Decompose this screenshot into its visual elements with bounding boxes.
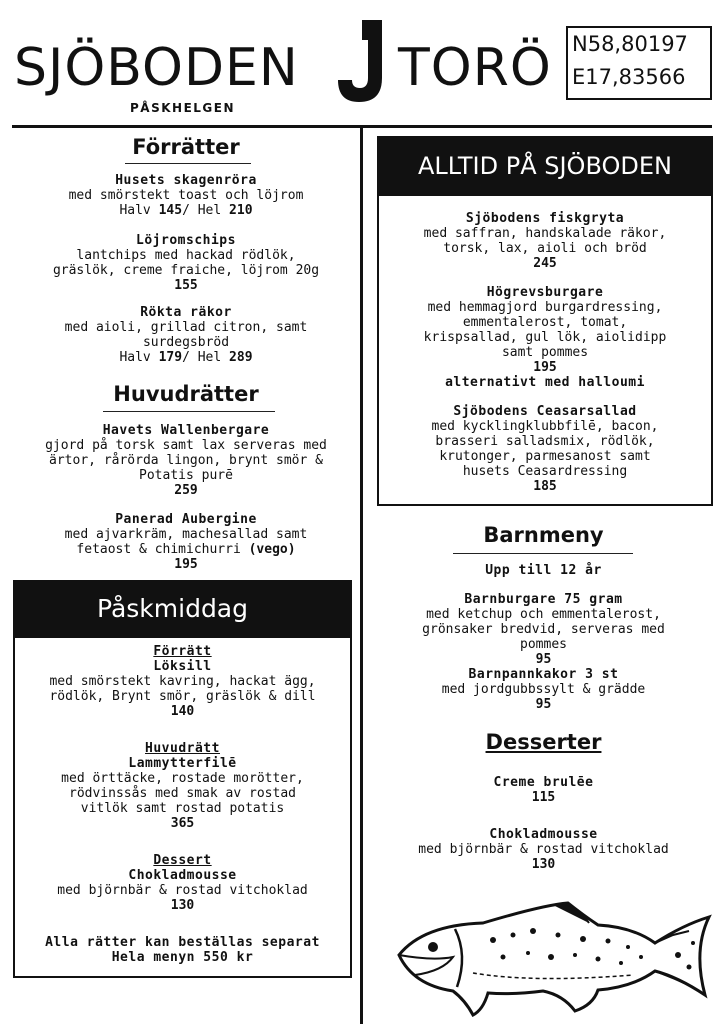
easter-price-note: Hela menyn 550 kr xyxy=(111,950,254,965)
item-desc: samt pommes xyxy=(501,345,589,360)
mains-title: Huvudrätter xyxy=(113,382,259,406)
item-desc: med ketchup och emmentalerost, xyxy=(426,607,661,622)
item-desc: grönsaker bredvid, serveras med xyxy=(422,622,665,637)
easter-dinner-title: Påskmiddag xyxy=(15,582,350,638)
always-content xyxy=(377,211,713,494)
item-price-line: Halv 145/ Hel 210 xyxy=(119,203,253,218)
item-name: Chokladmousse xyxy=(128,868,237,883)
item-price: 95 xyxy=(535,697,552,712)
item-desc: med björnbär & rostad vitchoklad xyxy=(418,842,669,857)
item-desc: pommes xyxy=(520,637,567,652)
item-desc: fetaost & chimichurri (vego) xyxy=(76,542,296,557)
item-name: Rökta räkor xyxy=(140,305,232,320)
easter-note: Alla rätter kan beställas separat xyxy=(45,935,320,950)
longitude: E17,83566 xyxy=(572,65,686,89)
mains-underline xyxy=(103,411,275,412)
course-label: Huvudrätt xyxy=(145,741,220,756)
item-price: 95 xyxy=(535,652,552,667)
course-label: Förrätt xyxy=(153,644,212,659)
item-desc: med kycklingklubbfilē, bacon, xyxy=(431,419,659,434)
kids-underline xyxy=(453,553,633,554)
item-name: Creme brulēe xyxy=(493,775,594,790)
item-desc: gräslök, creme fraiche, löjrom 20g xyxy=(52,263,320,278)
item-price: 245 xyxy=(533,256,557,271)
item-desc: med jordgubbssylt & grädde xyxy=(441,682,646,697)
item-name: Barnburgare 75 gram xyxy=(464,592,623,607)
item-name: Löksill xyxy=(153,659,212,674)
starters-section xyxy=(0,135,372,159)
brand-name: SJÖBODEN xyxy=(14,38,299,98)
brand-location: TORÖ xyxy=(398,38,552,98)
item-name: Havets Wallenbergare xyxy=(102,423,270,438)
menu-item xyxy=(0,512,372,572)
item-desc: med ajvarkräm, machesallad samt xyxy=(64,527,308,542)
item-desc: gjord på torsk samt lax serveras med xyxy=(45,438,327,453)
menu-item xyxy=(0,305,372,365)
coordinates-box xyxy=(566,26,712,100)
item-desc: Potatis purē xyxy=(139,468,233,483)
item-desc: lantchips med hackad rödlök, xyxy=(76,248,296,263)
item-desc: surdegsbröd xyxy=(142,335,230,350)
mains-section xyxy=(0,382,372,406)
item-desc: med örttäcke, rostade morötter, xyxy=(61,771,304,786)
kids-subtitle: Upp till 12 år xyxy=(485,563,602,578)
item-desc: rödlök, Brynt smör, gräslök & dill xyxy=(49,689,316,704)
desserts-content xyxy=(363,775,724,872)
item-name: Chokladmousse xyxy=(489,827,598,842)
item-desc: vitlök samt rostad potatis xyxy=(80,801,285,816)
menu-item xyxy=(0,423,372,498)
kids-section xyxy=(363,523,724,547)
item-name: Högrevsburgare xyxy=(486,285,604,300)
desserts-section xyxy=(363,730,724,754)
item-desc: med saffran, handskalade räkor, xyxy=(423,226,667,241)
item-desc: brasseri salladsmix, rödlök, xyxy=(435,434,655,449)
item-price: 130 xyxy=(531,857,556,872)
course-label: Dessert xyxy=(153,853,212,868)
item-name: Barnpannkakor 3 st xyxy=(468,667,619,682)
item-price: 195 xyxy=(174,557,198,572)
weekend-label: PÅSKHELGEN xyxy=(130,101,235,115)
item-extra: alternativt med halloumi xyxy=(445,375,645,390)
item-price: 259 xyxy=(174,483,198,498)
item-desc: med aioli, grillad citron, samt xyxy=(64,320,308,335)
kids-title: Barnmeny xyxy=(483,523,604,547)
item-desc: husets Ceasardressing xyxy=(462,464,628,479)
menu-item xyxy=(0,233,372,293)
item-price-line: Halv 179/ Hel 289 xyxy=(119,350,253,365)
menu-item xyxy=(0,173,372,218)
item-desc: med björnbär & rostad vitchoklad xyxy=(57,883,308,898)
item-price: 365 xyxy=(170,816,195,831)
always-title: ALLTID PÅ SJÖBODEN xyxy=(379,138,711,196)
item-desc: emmentalerost, tomat, xyxy=(462,315,628,330)
kids-content xyxy=(363,563,724,712)
easter-dinner-content xyxy=(13,644,352,965)
item-desc: ärtor, rårörda lingon, brynt smör & xyxy=(49,453,323,468)
item-desc: torsk, lax, aioli och bröd xyxy=(443,241,647,256)
item-price: 140 xyxy=(170,704,195,719)
hook-logo-icon xyxy=(332,18,392,104)
fish-illustration-icon xyxy=(393,895,715,1020)
item-desc: krispsallad, gul lök, aiolidipp xyxy=(423,330,667,345)
desserts-title: Desserter xyxy=(485,730,602,754)
item-name: Sjöbodens fiskgryta xyxy=(465,211,625,226)
item-name: Lammytterfilē xyxy=(128,756,237,771)
item-desc: rödvinssås med smak av rostad xyxy=(69,786,296,801)
item-name: Husets skagenröra xyxy=(115,173,257,188)
item-name: Panerad Aubergine xyxy=(115,512,257,527)
item-desc: med smörstekt toast och löjrom xyxy=(68,188,304,203)
item-desc: med smörstekt kavring, hackat ägg, xyxy=(49,674,316,689)
latitude: N58,80197 xyxy=(572,32,688,56)
item-price: 115 xyxy=(531,790,556,805)
item-price: 185 xyxy=(533,479,557,494)
item-desc: krutonger, parmesanost samt xyxy=(439,449,651,464)
starters-title: Förrätter xyxy=(132,135,240,159)
starters-underline xyxy=(125,163,251,164)
item-name: Löjromschips xyxy=(136,233,236,248)
item-desc: med hemmagjord burgardressing, xyxy=(427,300,663,315)
item-price: 130 xyxy=(170,898,195,913)
item-name: Sjöbodens Ceasarsallad xyxy=(453,404,637,419)
item-price: 195 xyxy=(533,360,557,375)
item-price: 155 xyxy=(174,278,198,293)
